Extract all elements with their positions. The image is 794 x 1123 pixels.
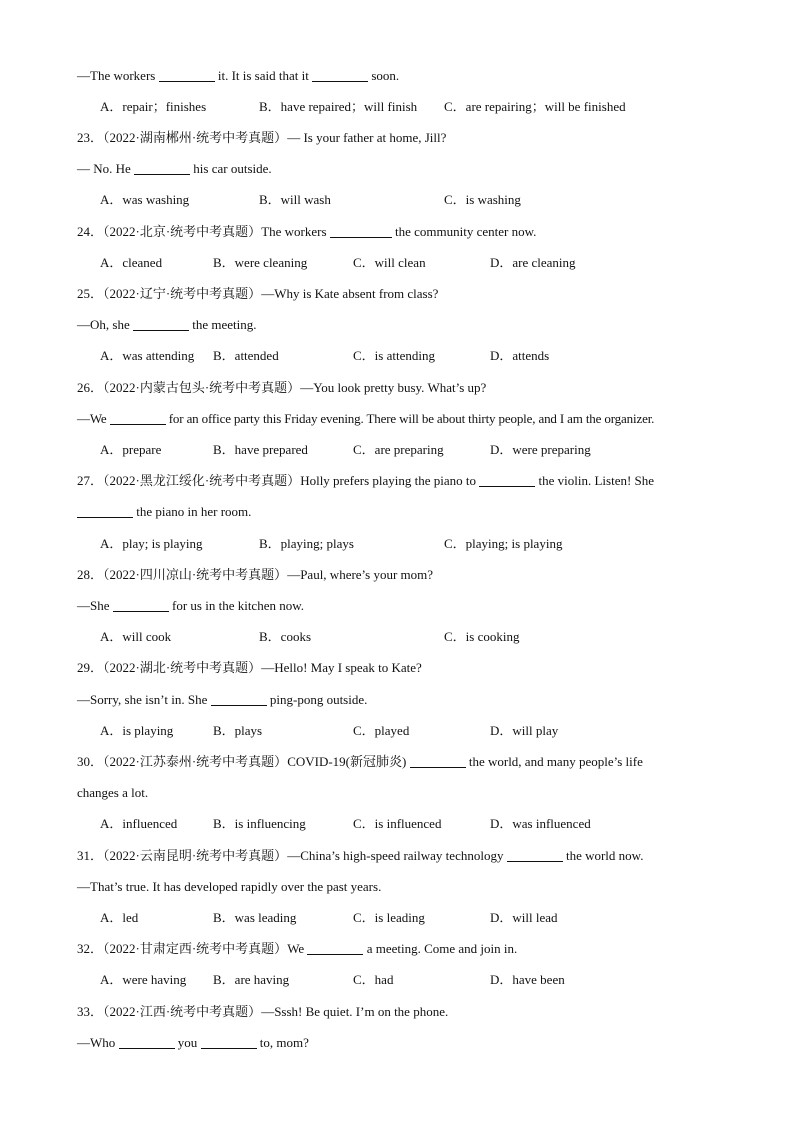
answer-blank <box>201 1036 257 1049</box>
answer-blank <box>134 162 190 175</box>
question-26-reply: —We for an office party this Friday evening. There will be about thirty people, and I am the organizer. <box>77 411 655 426</box>
answer-blank <box>307 942 363 955</box>
question-23-stem: 23．（2022·湖南郴州·统考中考真题）— Is your father at home, Jill? <box>77 130 447 145</box>
question-33-reply: —Who you to, mom? <box>77 1035 309 1050</box>
option-b[interactable]: B．have repaired；will finish <box>259 99 418 114</box>
question-29-reply: —Sorry, she isn’t in. She ping-pong outside. <box>77 692 368 707</box>
option-b[interactable]: B．attended <box>213 348 279 363</box>
question-source: （2022·黑龙江绥化·统考中考真题） <box>103 473 301 488</box>
question-32-stem: 32．（2022·甘肃定西·统考中考真题）We a meeting. Come and join in. <box>77 941 518 956</box>
question-source: （2022·湖南郴州·统考中考真题） <box>103 130 288 145</box>
question-number: 31． <box>77 848 104 863</box>
option-a[interactable]: A．prepare <box>100 442 162 457</box>
question-number: 28． <box>77 567 104 582</box>
question-25-reply: —Oh, she the meeting. <box>77 317 257 332</box>
question-source: （2022·江西·统考中考真题） <box>103 1004 262 1019</box>
option-d[interactable]: D．have been <box>490 972 565 987</box>
option-d[interactable]: D．will play <box>490 723 559 738</box>
question-26-options <box>100 442 720 458</box>
answer-blank <box>312 69 368 82</box>
question-27-cont: the piano in her room. <box>77 504 251 520</box>
question-source: （2022·甘肃定西·统考中考真题） <box>103 941 288 956</box>
option-c[interactable]: C．had <box>353 972 394 987</box>
question-24-options <box>100 255 720 271</box>
option-c[interactable]: C．is leading <box>353 910 425 925</box>
question-29-options <box>100 723 720 739</box>
question-30-cont: changes a lot. <box>77 785 149 800</box>
question-source: （2022·四川凉山·统考中考真题） <box>103 567 288 582</box>
question-22-options <box>100 99 720 115</box>
question-27-stem: 27．（2022·黑龙江绥化·统考中考真题）Holly prefers playing the piano to the violin. Listen! She <box>77 473 655 488</box>
question-28-options <box>100 629 720 645</box>
answer-blank <box>479 474 535 487</box>
option-b[interactable]: B．have prepared <box>213 442 308 457</box>
question-source: （2022·内蒙古包头·统考中考真题） <box>103 380 301 395</box>
question-32-options <box>100 972 720 988</box>
option-a[interactable]: A．was attending <box>100 348 195 363</box>
answer-blank <box>159 69 215 82</box>
question-33-stem: 33．（2022·江西·统考中考真题）—Sssh! Be quiet. I’m on the phone. <box>77 1004 449 1019</box>
option-c[interactable]: C．are repairing；will be finished <box>444 99 626 114</box>
option-a[interactable]: A．cleaned <box>100 255 163 270</box>
question-28-reply: —She for us in the kitchen now. <box>77 598 305 613</box>
question-24-stem: 24．（2022·北京·统考中考真题）The workers the community center now. <box>77 224 537 239</box>
option-d[interactable]: D．were preparing <box>490 442 591 457</box>
question-source: （2022·北京·统考中考真题） <box>103 224 262 239</box>
answer-blank <box>113 599 169 612</box>
question-number: 32． <box>77 941 104 956</box>
option-d[interactable]: D．was influenced <box>490 816 591 831</box>
option-b[interactable]: B．is influencing <box>213 816 306 831</box>
option-b[interactable]: B．were cleaning <box>213 255 308 270</box>
answer-blank <box>119 1036 175 1049</box>
option-a[interactable]: A．is playing <box>100 723 174 738</box>
question-29-stem: 29．（2022·湖北·统考中考真题）—Hello! May I speak to Kate? <box>77 660 422 675</box>
question-number: 26． <box>77 380 104 395</box>
question-source: （2022·云南昆明·统考中考真题） <box>103 848 288 863</box>
question-number: 27． <box>77 473 104 488</box>
option-a[interactable]: A．repair；finishes <box>100 99 207 114</box>
question-source: （2022·辽宁·统考中考真题） <box>103 286 262 301</box>
option-a[interactable]: A．will cook <box>100 629 172 644</box>
option-a[interactable]: A．led <box>100 910 139 925</box>
answer-blank <box>77 505 133 518</box>
answer-blank <box>133 318 189 331</box>
question-31-stem: 31．（2022·云南昆明·统考中考真题）—China’s high-speed railway technology the world now. <box>77 848 644 863</box>
option-c[interactable]: C．is cooking <box>444 629 520 644</box>
option-b[interactable]: B．plays <box>213 723 263 738</box>
question-25-options <box>100 348 720 364</box>
option-b[interactable]: B．playing; plays <box>259 536 354 551</box>
question-number: 33． <box>77 1004 104 1019</box>
option-b[interactable]: B．cooks <box>259 629 312 644</box>
question-number: 24． <box>77 224 104 239</box>
option-d[interactable]: D．attends <box>490 348 550 363</box>
option-a[interactable]: A．influenced <box>100 816 178 831</box>
option-b[interactable]: B．are having <box>213 972 290 987</box>
question-31-reply: —That’s true. It has developed rapidly over the past years. <box>77 879 382 894</box>
option-d[interactable]: D．are cleaning <box>490 255 576 270</box>
answer-blank <box>507 849 563 862</box>
question-30-options <box>100 816 720 832</box>
question-25-stem: 25．（2022·辽宁·统考中考真题）—Why is Kate absent from class? <box>77 286 439 301</box>
question-23-options <box>100 192 720 208</box>
question-number: 29． <box>77 660 104 675</box>
option-c[interactable]: C．played <box>353 723 410 738</box>
question-22-stem: —The workers it. It is said that it soon. <box>77 68 400 83</box>
option-a[interactable]: A．was washing <box>100 192 190 207</box>
option-b[interactable]: B．will wash <box>259 192 331 207</box>
question-number: 23． <box>77 130 104 145</box>
question-23-reply: — No. He his car outside. <box>77 161 272 176</box>
question-source: （2022·湖北·统考中考真题） <box>103 660 262 675</box>
option-a[interactable]: A．were having <box>100 972 187 987</box>
option-d[interactable]: D．will lead <box>490 910 558 925</box>
option-c[interactable]: C．is attending <box>353 348 435 363</box>
option-c[interactable]: C．will clean <box>353 255 426 270</box>
option-c[interactable]: C．playing; is playing <box>444 536 563 551</box>
answer-blank <box>211 693 267 706</box>
question-source: （2022·江苏泰州·统考中考真题） <box>103 754 288 769</box>
option-a[interactable]: A．play; is playing <box>100 536 203 551</box>
question-28-stem: 28．（2022·四川凉山·统考中考真题）—Paul, where’s your mom? <box>77 567 434 582</box>
question-31-options <box>100 910 720 926</box>
option-c[interactable]: C．are preparing <box>353 442 444 457</box>
question-number: 30． <box>77 754 104 769</box>
option-c[interactable]: C．is influenced <box>353 816 442 831</box>
option-c[interactable]: C．is washing <box>444 192 521 207</box>
question-number: 25． <box>77 286 104 301</box>
question-27-options <box>100 536 720 552</box>
question-30-stem: 30．（2022·江苏泰州·统考中考真题）COVID-19(新冠肺炎) the world, and many people’s life <box>77 754 643 769</box>
question-26-stem: 26．（2022·内蒙古包头·统考中考真题）—You look pretty busy. What’s up? <box>77 380 487 395</box>
answer-blank <box>330 225 392 238</box>
answer-blank <box>110 412 166 425</box>
answer-blank <box>410 755 466 768</box>
option-b[interactable]: B．was leading <box>213 910 297 925</box>
